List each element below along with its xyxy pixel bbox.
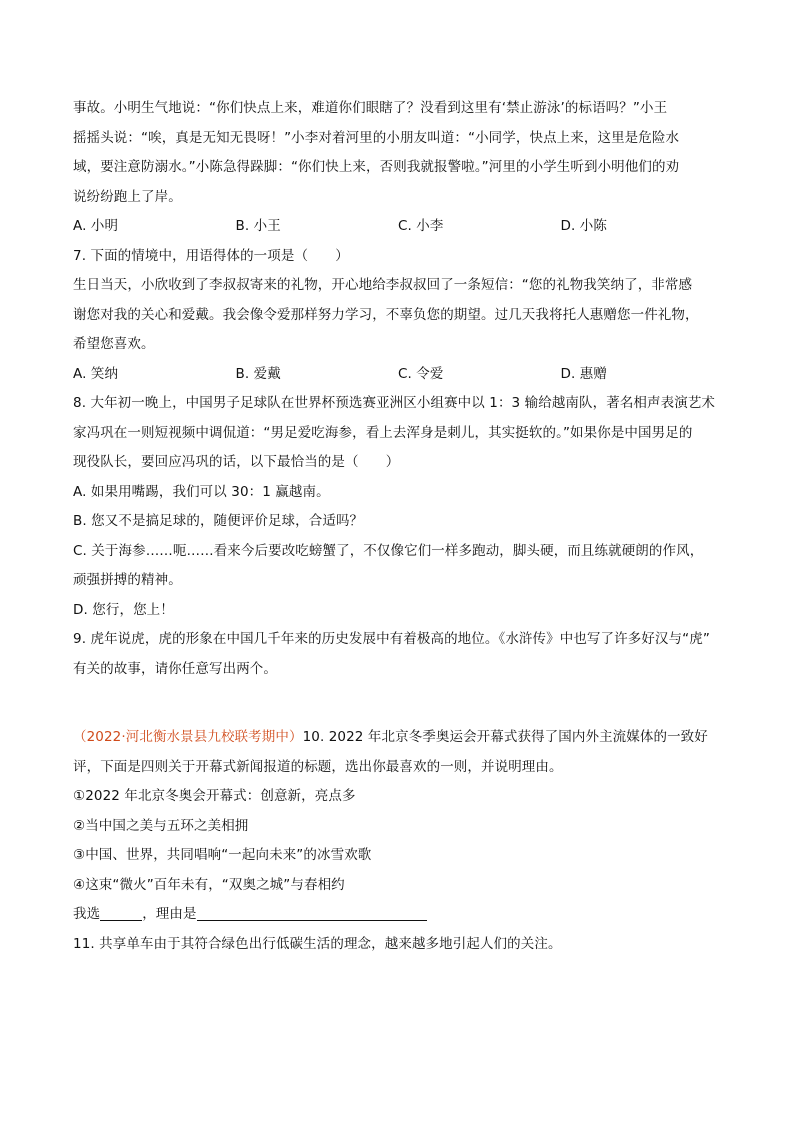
q10-first-line: 10. 2022 年北京冬季奥运会开幕式获得了国内外主流媒体的一致好	[302, 729, 708, 745]
q6-line-4: 说纷纷跑上了岸。	[73, 188, 182, 205]
q7-line-2: 谢您对我的关心和爱戴。我会像令爱那样努力学习，不辜负您的期望。过几天我将托人惠赠您一件礼物，	[73, 306, 699, 323]
q7-line-3: 希望您喜欢。	[73, 336, 155, 352]
q8-option-a: A. 如果用嘴踢，我们可以 30：1 赢越南。	[73, 483, 330, 500]
q7-stem: 7. 下面的情境中，用语得体的一项是（ ）	[73, 247, 349, 264]
q9-line-2: 有关的故事，请你任意写出两个。	[73, 660, 277, 677]
q10-answer-line	[73, 900, 723, 930]
q10-item-2: ②当中国之美与五环之美相拥	[73, 817, 249, 834]
q7-option-c: C. 令爱	[398, 365, 444, 382]
q10-answer-middle: ，理由是	[142, 906, 197, 922]
q10-source-label: （2022·河北衡水景县九校联考期中）	[73, 729, 303, 745]
q10-item-1: ①2022 年北京冬奥会开幕式：创意新，亮点多	[73, 788, 356, 804]
q7-option-d: D. 惠赠	[560, 365, 607, 382]
q6-option-c: C. 小李	[398, 218, 444, 234]
spacer	[73, 684, 723, 723]
question-8	[73, 389, 723, 625]
q8-line-2: 家冯巩在一则短视频中调侃道：“男足爱吃海参，看上去浑身是刺儿，其实挺软的。”如果你是中国男足的	[73, 424, 693, 441]
q6-line-1: 事故。小明生气地说：“你们快点上来，难道你们眼瞎了？没看到这里有‘禁止游泳’的标语吗？”小王	[73, 100, 668, 116]
q7-options	[73, 360, 723, 390]
q8-line-1: 8. 大年初一晚上，中国男子足球队在世界杯预选赛亚洲区小组赛中以 1：3 输给越南队，著名相声表演艺术	[73, 395, 716, 411]
reason-blank[interactable]	[197, 904, 427, 921]
q6-options	[73, 212, 723, 242]
q6-line-2: 摇摇头说：“唉，真是无知无畏呀！”小李对着河里的小朋友叫道：“小同学，快点上来，这里是危险水	[73, 129, 680, 146]
q10-line-2: 评，下面是四则关于开幕式新闻报道的标题，选出你最喜欢的一则，并说明理由。	[73, 758, 563, 775]
q7-option-b: B. 爱戴	[235, 365, 281, 382]
q8-option-b: B. 您又不是搞足球的，随便评价足球，合适吗？	[73, 513, 364, 529]
q6-option-d: D. 小陈	[560, 218, 607, 234]
question-11	[73, 930, 723, 960]
q6-line-3: 域，要注意防溺水。”小陈急得跺脚：“你们快上来，否则我就报警啦。”河里的小学生听到小明他们的劝	[73, 159, 680, 175]
question-10	[73, 723, 723, 930]
q7-line-1: 生日当天，小欣收到了李叔叔寄来的礼物，开心地给李叔叔回了一条短信：“您的礼物我笑纳了，非常感	[73, 277, 693, 293]
q10-line-1	[73, 723, 723, 753]
document-page	[73, 94, 723, 959]
q8-option-c-cont: 顽强拼搏的精神。	[73, 572, 182, 588]
q7-option-a: A. 笑纳	[73, 365, 119, 382]
question-7	[73, 242, 723, 390]
q10-item-3: ③中国、世界，共同唱响“一起向未来”的冰雪欢歌	[73, 847, 372, 863]
q10-answer-prefix: 我选	[73, 906, 101, 922]
q6-option-b: B. 小王	[235, 218, 281, 234]
q9-line-1: 9. 虎年说虎，虎的形象在中国几千年来的历史发展中有着极高的地位。《水浒传》中也写了许多好汉与“虎”	[73, 631, 710, 647]
question-9	[73, 625, 723, 684]
q8-option-d: D. 您行，您上！	[73, 601, 174, 618]
choice-blank[interactable]	[100, 904, 142, 921]
q8-line-3: 现役队长，要回应冯巩的话，以下最恰当的是（ ）	[73, 454, 400, 470]
q11-line: 11. 共享单车由于其符合绿色出行低碳生活的理念，越来越多地引起人们的关注。	[73, 935, 562, 952]
q8-option-c: C. 关于海参……呃……看来今后要改吃螃蟹了，不仅像它们一样多跑动，脚头硬，而且练就硬朗的作风，	[73, 542, 704, 559]
question-6-continuation	[73, 94, 723, 242]
q6-option-a: A. 小明	[73, 218, 119, 234]
q10-item-4: ④这束“微火”百年未有，“双奥之城”与春相约	[73, 876, 345, 893]
